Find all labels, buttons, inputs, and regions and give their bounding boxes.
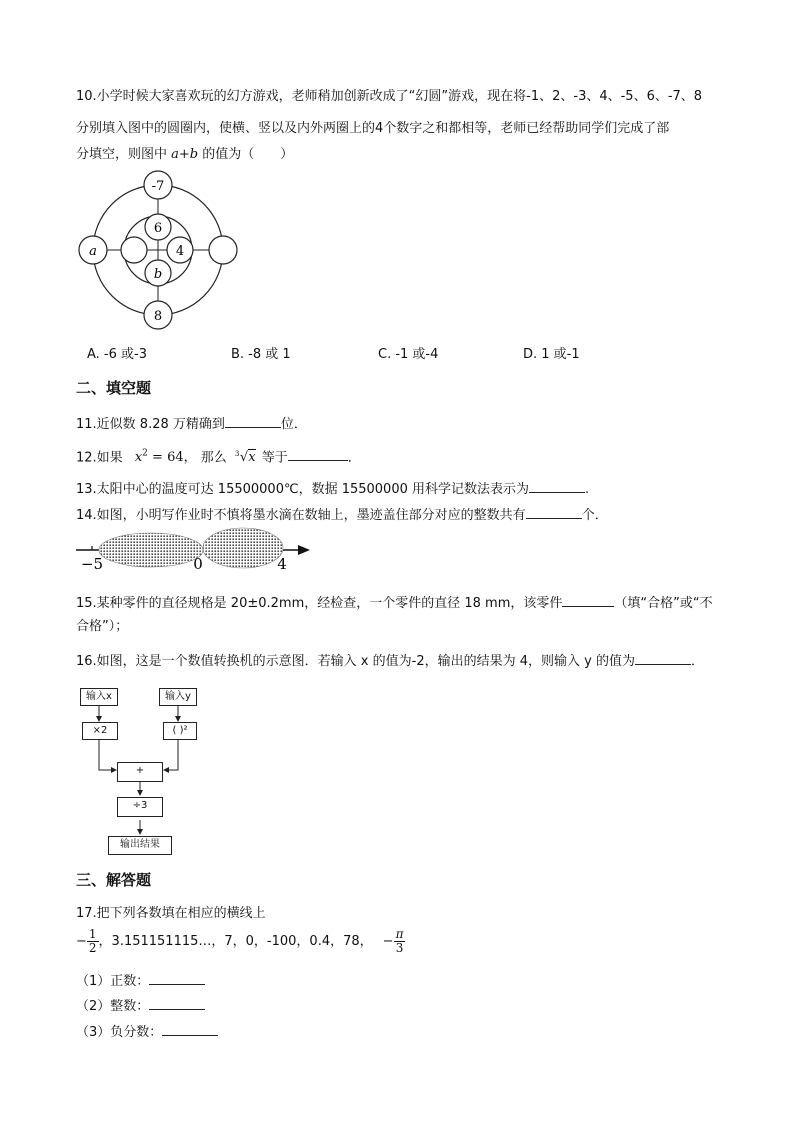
q12-post: 等于 [261,450,288,466]
box-plus: + [117,762,163,782]
fraction-half [87,928,99,955]
option-c: C. -1 或-4 [378,347,439,362]
minus-sign-pi: − [382,934,394,949]
q17-sub-3-label: （3）负分数： [76,1025,163,1040]
q17-sub-2 [76,996,205,1016]
ink-blot-right [203,528,283,568]
label-inner-bottom: b [153,267,163,282]
q17-number-list [76,928,405,955]
q12-mid: 那么 [200,450,227,466]
q16-blank [635,651,691,665]
q12-cube-root: 3 √x [235,449,256,467]
q10-line-3 [76,146,293,164]
label-inner-top: 6 [153,221,163,236]
q17-sub-2-label: （2）整数： [76,999,150,1014]
q17-title: 17.把下列各数填在相应的横线上 [76,906,266,921]
q12-root-index: 3 [234,450,240,459]
q15-line-1 [76,593,713,613]
q17-sub-3 [76,1022,218,1042]
label-left: a [89,244,97,259]
box-output: 输出结果 [108,836,172,855]
q15-blank [562,593,614,607]
q12-pre: 12.如果 [76,450,123,466]
q11-pre: 11.近似数 8.28 万精确到 [76,417,225,432]
label-four: 4 [277,555,287,572]
q12-eq-x: x [134,450,143,466]
label-neg5: −5 [80,555,104,572]
q14 [76,505,608,525]
q17-sub-2-blank [149,996,205,1010]
box-input-x: 输入x [80,688,118,706]
label-bottom: 8 [153,309,163,324]
q16 [76,651,704,671]
q11-blank [225,414,281,428]
q14-text: 14.如图，小明写作业时不慎将墨水滴在数轴上，墨迹盖住部分对应的整数共有 [76,508,526,523]
q11-post: 位． [280,417,307,432]
label-top: -7 [151,179,165,194]
q10-variable-ab: a+b [171,147,199,162]
number-line-figure [76,526,316,572]
q13-text: 13.太阳中心的温度可达 15500000℃，数据 15500000 用科学记数法表示为 [76,482,530,497]
q13-blank [529,479,585,493]
q17-sub-1 [76,971,205,991]
option-a: A. -6 或-3 [87,347,147,362]
option-b: B. -8 或 1 [231,347,291,362]
pi-denominator: 3 [395,941,404,955]
box-square: ( )² [163,722,197,740]
q16-text: 16.如图，这是一个数值转换机的示意图．若输入 x 的值为-2，输出的结果为 4，则输入 y 的值为 [76,654,635,669]
q12-root-var: x [248,450,256,466]
circle-inner-left [121,237,147,263]
label-inner-right: 4 [175,244,185,259]
axis-arrow-icon [298,545,310,555]
option-d: D. 1 或-1 [523,347,580,362]
half-denominator: 2 [88,941,97,955]
q10-line-1: 10.小学时候大家喜欢玩的幻方游戏，老师稍加创新改成了“幻圆”游戏，现在将-1、2、-3、4、-5、6、-7、8 [76,89,703,104]
q11 [76,414,307,434]
q15-line-2: 合格”）； [76,619,129,634]
label-zero: 0 [193,555,203,572]
minus-sign: − [76,934,87,949]
box-divide-three: ÷3 [117,797,163,817]
fraction-pi-third [394,928,406,955]
box-times-two: ×2 [82,722,118,740]
q10-line-3-pre: 分填空，则图中 [76,147,168,162]
q17-numbers: ，3.151151115…，7，0，-100，0.4，78， [98,934,373,949]
box-input-y: 输入y [159,688,197,706]
q10-line-3-post: 的值为（ ） [202,147,294,162]
q15-post: （填“合格”或“不 [614,596,713,611]
q17-sub-1-blank [149,971,205,985]
q12-eq-rest: = 64， [152,450,197,466]
q16-end: ． [690,654,704,669]
half-numerator: 1 [88,927,97,941]
q12 [76,445,361,467]
q12-equation [135,450,197,465]
magic-circle-diagram [76,170,246,334]
q14-end: 个． [581,508,608,523]
q17-sub-3-blank [162,1022,218,1036]
q12-blank [288,447,348,461]
q17-sub-1-label: （1）正数： [76,974,150,989]
section-title-fill-in: 二、填空题 [76,379,152,397]
q14-blank [526,505,582,519]
q15-pre: 15.某种零件的直径规格是 20±0.2mm，经检查，一个零件的直径 18 mm，该零件 [76,596,563,611]
section-title-solve: 三、解答题 [76,871,152,889]
pi-numerator: π [395,927,404,941]
q13-end: . [585,482,590,497]
ink-blot-left [99,533,203,567]
q12-end: ． [347,450,361,466]
q13 [76,479,589,499]
circle-right [209,236,237,264]
q10-line-2: 分别填入图中的圆圈内，使横、竖以及内外两圈上的4个数字之和都相等，老师已经帮助同学们完成了部 [76,121,670,136]
q12-eq-exp: 2 [142,449,148,459]
